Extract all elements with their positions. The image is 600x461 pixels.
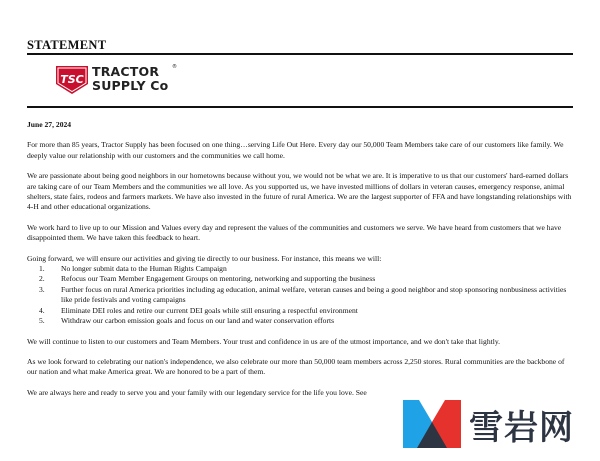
list-item-number: 4. [39, 305, 45, 315]
list-item [27, 285, 575, 306]
watermark-text: 雪岩网 [469, 408, 574, 448]
paragraph-community: We are passionate about being good neighbors in our hometowns because without you, we would not be what we are. It is imperative to us that our customers' hard-earned dollars are taking care of our Team Members and the communities we all love. As you supported us, we have invested millions of dollars in veteran causes, emergency response, animal shelters, state fairs, rodeos and farmers markets. We have also invested in the future of rural America. We are the largest supporter of FFA and have longstanding relationships with 4-H and other educational organizations. [27, 171, 572, 212]
commitments-list [27, 264, 575, 326]
list-item-text: Eliminate DEI roles and retire our current DEI goals while still ensuring a respectful environment [61, 305, 358, 315]
list-item [27, 274, 575, 284]
list-item-number: 1. [39, 264, 45, 274]
list-item [27, 316, 575, 326]
logo-wordmark [92, 65, 168, 93]
paragraph-independence: As we look forward to celebrating our nation's independence, we also celebrate our more than 50,000 team members across 2,250 stores. Rural communities are the backbone of our nation and what make America great. We are honored to be a part of them. [27, 356, 565, 377]
paragraph-intro: For more than 85 years, Tractor Supply has been focused on one thing…serving Life Out Here. Every day our 50,000 Team Members take care of our customers like family. We deeply value our relationship with our customers and the communities we call home. [27, 140, 564, 160]
list-item [27, 306, 575, 316]
list-item-number: 5. [39, 316, 45, 326]
registered-mark: ® [172, 64, 177, 70]
paragraph-mission: We work hard to live up to our Mission and Values every day and represent the values of the communities and customers we serve. We have heard from customers that we have disappointed them. We have taken this feedback to heart. [27, 222, 562, 243]
statement-body [27, 120, 575, 398]
list-item-text: Withdraw our carbon emission goals and focus on our land and water conservation efforts [61, 316, 335, 326]
statement-title: STATEMENT [27, 38, 107, 52]
header-divider [27, 106, 573, 108]
list-item-number: 2. [39, 274, 45, 284]
paragraph-going-forward: Going forward, we will ensure our activities and giving tie directly to our business. For instance, this means we will: [27, 253, 382, 263]
paragraph-closing: We are always here and ready to serve you and your family with our legendary service for the life you love. See [27, 387, 367, 397]
paragraph-listen: We will continue to listen to our customers and Team Members. Your trust and confidence in us are of the utmost importance, and we don't take that lightly. [27, 336, 501, 346]
logo-line-1: TRACTOR [92, 64, 160, 79]
tractor-supply-logo [54, 64, 184, 100]
statement-date: June 27, 2024 [27, 120, 72, 129]
svg-text:TSC: TSC [60, 73, 84, 86]
list-item-text: Further focus on rural America priorities including ag education, animal welfare, veteran causes and being a good neighbor and stop sponsoring nonbusiness activities like pride festivals and voting campaigns [61, 284, 567, 305]
list-item [27, 264, 575, 274]
watermark [399, 392, 595, 456]
top-divider [27, 53, 573, 55]
watermark-m-icon [399, 392, 465, 459]
logo-line-2: SUPPLY Co [92, 78, 169, 93]
list-item-text: No longer submit data to the Human Rights Campaign [61, 264, 227, 274]
list-item-text: Refocus our Team Member Engagement Groups on mentoring, networking and supporting the business [61, 274, 376, 284]
list-item-number: 3. [39, 284, 45, 294]
tsc-shield-icon [54, 64, 90, 96]
